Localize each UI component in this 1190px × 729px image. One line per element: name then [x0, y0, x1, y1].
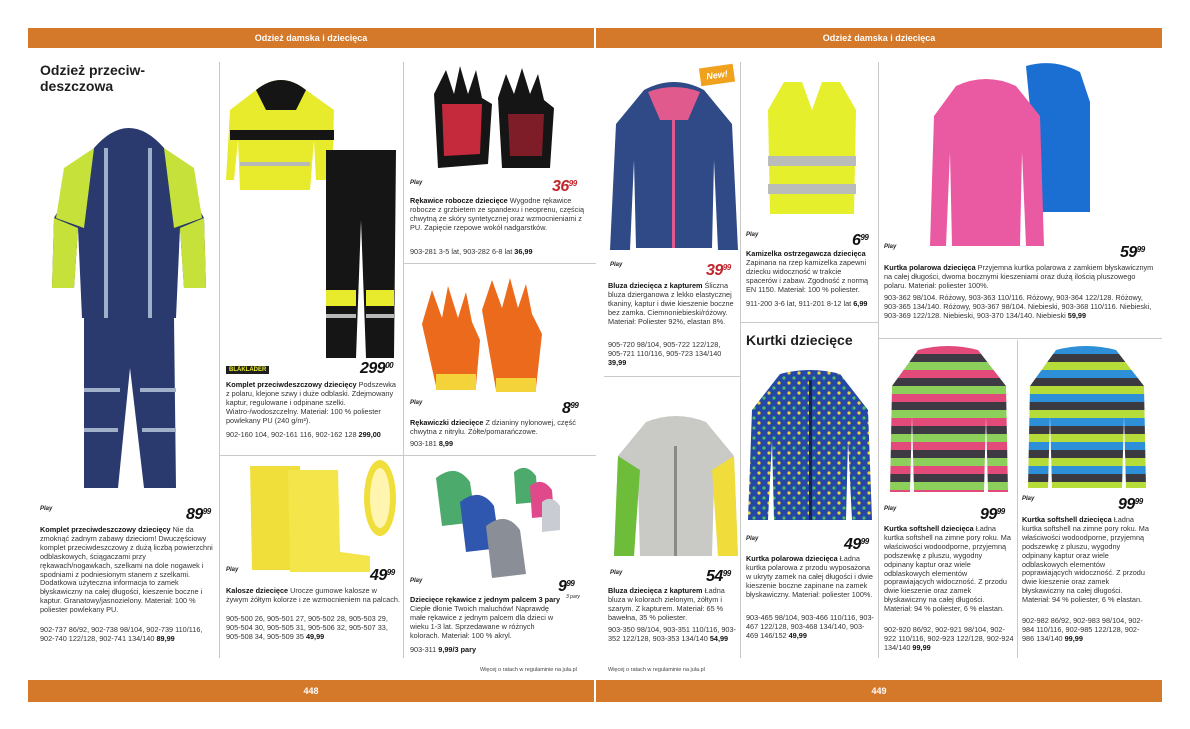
product-text: Nie da zmoknąć żadnym zabawy dzieciom! Dwuczęściowy komplet przeciwdeszczowy z dużą liczbą powierzchni odblaskowych, ściągaczami przy rękawach/nogawkach, szelkami na dole nogawek i spodniami z podniesionym stanem z szelkami. Dodatkowa użyteczna informacja to zamek błyskawiczny na całej długości, kieszenie boczne i kaptur. Granatowy/jasnozielony. Materiał: 100 % poliester powlekany PU.	[40, 525, 213, 615]
product-code-price: 54,99	[709, 633, 729, 643]
price-main: 99	[980, 506, 997, 523]
product-name: Komplet przeciwdeszczowy dziecięcy	[40, 525, 171, 534]
product-text: Zapinana na rzep kamizelka zapewni dziecku widoczność w trakcie spacerów i zabaw. Zgodność z normą EN 1150. Materiał: 100 % poliester.	[746, 257, 869, 294]
product-name: Kurtka softshell dziecięca	[1022, 515, 1112, 524]
section-title-jackets: Kurtki dziecięce	[746, 332, 853, 348]
price-fleece-pink	[1120, 244, 1145, 262]
page-number-left: 448	[303, 686, 319, 696]
product-code-price: 6,99	[853, 299, 868, 308]
row-divider	[403, 455, 596, 456]
play-logo-icon: Play	[410, 578, 423, 584]
price-rain-set	[186, 506, 211, 524]
price-cents: 99	[386, 568, 395, 577]
product-code-price: 49,99	[305, 631, 325, 641]
price-fleece-dots	[844, 536, 869, 554]
product-text: Przyjemna kurtka polarowa z zamkiem błyskawicznym na całej długości, dwoma bocznymi kieszeniami oraz dużą ilością pluszowego polaru. Materiał: poliester 100%.	[884, 263, 1154, 290]
product-code-price: 59,99	[1067, 310, 1087, 320]
product-description	[1022, 516, 1150, 605]
product-name: Kurtka softshell dziecięca	[884, 524, 974, 533]
row-divider	[740, 322, 878, 323]
header-bar-left	[28, 28, 594, 48]
price-main: 39	[706, 262, 723, 279]
play-logo-icon: Play	[610, 262, 623, 268]
product-code-price: 9,99/3 pary	[438, 645, 477, 654]
product-text: Śliczna bluza dzierganowa z lekko elastycznej tkaniny, kaptur i dwie kieszenie boczne bez zamka. Ciemnoniebieski/różowy. Materiał: Poliester 92%, elastan 8%.	[608, 281, 734, 326]
product-text: Urocze gumowe kalosze w żywym żółtym kolorze i ze wzmocnieniem na palcach.	[226, 586, 400, 604]
price-cents: 99	[1136, 245, 1145, 254]
softshell-1-image	[888, 346, 1010, 496]
work-set-image	[226, 70, 398, 358]
footer-bar-right	[596, 680, 1162, 702]
product-codes	[608, 341, 736, 368]
play-logo-icon: Play	[410, 400, 423, 406]
product-code-price: 99,99	[1064, 633, 1083, 643]
column-divider	[219, 62, 220, 658]
column-divider	[1017, 340, 1018, 658]
product-name: Komplet przeciwdeszczowy dziecięcy	[226, 380, 357, 389]
price-cents: 00	[385, 361, 394, 370]
price-main: 6	[852, 232, 861, 249]
column-divider	[740, 62, 741, 658]
header-bar-right	[596, 28, 1162, 48]
price-cents: 99	[722, 263, 731, 272]
play-logo-icon: Play	[746, 232, 759, 238]
work-gloves-image	[426, 64, 560, 176]
price-cents: 99	[1134, 497, 1143, 506]
product-code-list: 911-200 3-6 lat, 911-201 8-12 lat	[746, 299, 852, 308]
boots-image	[240, 458, 400, 576]
price-main: 36	[552, 178, 569, 195]
product-code-price: 89,99	[156, 633, 175, 643]
product-code-list: 902-982 86/92, 902-983 98/104, 902-984 110/116, 902-985 122/128, 902-986 134/140	[1022, 616, 1143, 643]
product-description	[410, 596, 564, 641]
play-logo-icon: Play	[226, 567, 239, 573]
price-cents: 99	[202, 507, 211, 516]
product-name: Bluza dziecięca z kapturem	[608, 586, 703, 595]
price-main: 49	[844, 536, 861, 553]
product-code-list: 902-920 86/92, 902-921 98/104, 902-922 110/116, 902-923 122/128, 902-924 134/140	[884, 625, 1014, 652]
footer-bar-left	[28, 680, 594, 702]
product-description	[410, 197, 590, 233]
play-logo-icon: Play	[884, 506, 897, 512]
price-cents: 99	[568, 179, 577, 188]
product-codes	[746, 614, 874, 641]
price-main: 99	[1118, 496, 1135, 513]
product-code-list: 903-311	[410, 645, 437, 654]
softshell-2-image	[1026, 346, 1148, 492]
price-softshell-1	[980, 506, 1005, 524]
product-code-price: 8,99	[438, 439, 454, 448]
price-cents: 99	[570, 401, 579, 410]
product-code-price: 39,99	[608, 357, 627, 367]
fleece-pink-image	[930, 62, 1090, 248]
price-cents: 99	[860, 537, 869, 546]
brand-logo: BLÅKLÄDER	[226, 366, 269, 374]
price-hoodie-blue	[706, 262, 731, 280]
product-code-price: 299,00	[358, 430, 381, 439]
column-divider	[403, 62, 404, 658]
product-code-list: 903-362 98/104. Różowy, 903-363 110/116. Różowy, 903-364 122/128. Różowy, 903-365 134/140. Różowy, 903-367 98/104. Niebieski, 903-368 110/116. Niebieski, 903-369 122/128. Niebieski, 903-370 134/140. Niebieski	[884, 293, 1152, 320]
play-logo-icon: Play	[1022, 496, 1035, 502]
product-code-list: 903-350 98/104, 903-351 110/116, 903-352 122/128, 903-353 134/140	[608, 625, 736, 643]
product-code-list: 902-160 104, 902-161 116, 902-162 128	[226, 430, 357, 439]
price-main: 59	[1120, 244, 1137, 261]
price-cents: 99	[566, 579, 575, 588]
product-codes	[40, 626, 214, 644]
row-divider	[219, 455, 403, 456]
price-main: 8	[562, 400, 571, 417]
price-hoodie-grey	[706, 568, 731, 586]
product-name: Dziecięce rękawice z jednym palcem 3 pary	[410, 595, 561, 604]
row-divider	[604, 376, 740, 377]
hoodie-blue-image	[608, 80, 740, 256]
play-logo-icon: Play	[610, 570, 623, 576]
price-unit: 3 pary	[566, 594, 580, 600]
product-code-price: 36,99	[514, 247, 533, 256]
product-description	[40, 526, 214, 615]
price-boots	[370, 567, 395, 585]
price-cents: 99	[722, 569, 731, 578]
installments-note: Więcej o ratach w regulaminie na jula.pl	[608, 667, 705, 673]
play-logo-icon: Play	[40, 506, 53, 512]
page-number-right: 449	[871, 686, 887, 696]
price-work-gloves	[552, 178, 577, 196]
play-logo-icon: Play	[410, 180, 423, 186]
product-codes	[410, 248, 590, 257]
product-description	[746, 250, 874, 295]
price-main: 9	[558, 578, 567, 595]
product-description	[608, 282, 736, 327]
product-code-list: 905-720 98/104, 905-722 122/128, 905-721 110/116, 905-723 134/140	[608, 340, 722, 358]
product-codes	[410, 646, 590, 655]
product-name: Kurtka polarowa dziecięca	[884, 263, 976, 272]
row-divider	[878, 338, 1162, 339]
product-name: Kalosze dziecięce	[226, 586, 289, 595]
product-codes	[746, 300, 874, 309]
price-main: 54	[706, 568, 723, 585]
product-text: Ładna kurtka softshell na zimne pory roku. Ma właściwości wodoodporne, przyjemną podszewkę z pluszu, wygodny odpinany kaptur oraz wiele odblaskowych elementów poprawiających widoczność. Z przodu dwie kieszenie oraz zamek błyskawiczny na całej długości. Materiał: 94 % poliester, 6 % elastan.	[884, 524, 1011, 614]
installments-note: Więcej o ratach w regulaminie na jula.pl	[480, 667, 577, 673]
rain-set-image	[44, 108, 214, 500]
product-text: Wygodne rękawice robocze z grzbietem ze spandexu i neoprenu, częścią chwytną ze skóry syntetycznej oraz wzmocnieniami z PU. Zapięcie rzepowe wokół nadgarstków.	[410, 196, 585, 232]
price-cents: 99	[860, 233, 869, 242]
product-code-price: 99,99	[912, 642, 931, 652]
product-code-price: 49,99	[788, 630, 807, 640]
product-name: Rękawiczki dziecięce	[410, 418, 484, 427]
header-left-text: Odzież damska i dziecięca	[254, 33, 368, 43]
fleece-dots-image	[746, 370, 874, 526]
price-main: 299	[360, 360, 386, 377]
kid-gloves-image	[412, 274, 548, 402]
product-description	[884, 525, 1012, 614]
product-description	[884, 264, 1154, 291]
product-name: Bluza dziecięca z kapturem	[608, 281, 703, 290]
row-divider	[403, 263, 596, 264]
price-vest	[852, 232, 868, 250]
product-text: Podszewka z polaru, klejone szwy i duże odblaski. Zdejmowany kaptur, regulowane i odpinane szelki. Wiatro-/wodoszczelny. Materiał: 100 % poliester powlekany PU (240 g/m²).	[226, 380, 396, 425]
product-codes	[226, 431, 400, 440]
price-main: 89	[186, 506, 203, 523]
product-name: Rękawice robocze dziecięce	[410, 196, 508, 205]
product-description	[746, 555, 874, 600]
product-codes	[410, 440, 590, 449]
price-cents: 99	[996, 507, 1005, 516]
mittens-image	[430, 462, 562, 594]
price-softshell-2	[1118, 496, 1143, 514]
product-text: Ładna kurtka polarowa z przodu wyposażona w ukryty zamek na całej długości i dwie kieszenie boczne zapinane na zamek błyskawiczny. Materiał: poliester 100%.	[746, 554, 873, 599]
product-text: Ładna bluza w kolorach zielonym, żółtym i szarym. Z kapturem. Materiał: 65 % bawełna, 35 % poliester.	[608, 586, 725, 622]
product-codes	[884, 294, 1154, 321]
product-text: Z dzianiny nylonowej, część chwytna z nitrylu. Żółte/pomarańczowe.	[410, 418, 576, 436]
product-code-list: 902-737 86/92, 902-738 98/104, 902-739 110/116, 902-740 122/128, 902-741 134/140	[40, 625, 203, 643]
column-divider	[878, 62, 879, 658]
product-description	[410, 419, 590, 437]
product-codes	[884, 626, 1014, 653]
product-code-list: 905-500 26, 905-501 27, 905-502 28, 905-503 29, 905-504 30, 905-505 31, 905-506 32, 905-507 33, 905-508 34, 905-509 35	[226, 614, 388, 641]
product-description	[608, 587, 736, 623]
product-code-list: 903-281 3-5 lat, 903-282 6-8 lat	[410, 247, 513, 256]
section-title-raincoats: Odzież przeciw- deszczowa	[40, 62, 146, 94]
product-code-list: 903-465 98/104, 903-466 110/116, 903-467 122/128, 903-468 134/140, 903-469 146/152	[746, 613, 874, 640]
hoodie-grey-image	[610, 416, 740, 564]
product-code-list: 903-181	[410, 439, 437, 448]
header-right-text: Odzież damska i dziecięca	[822, 33, 936, 43]
price-kid-gloves	[562, 400, 578, 418]
play-logo-icon: Play	[746, 536, 759, 542]
product-codes	[226, 615, 400, 642]
product-codes	[1022, 617, 1150, 644]
product-description	[226, 587, 400, 605]
product-text: Ładna kurtka softshell na zimne pory roku. Ma właściwości wodoodporne, przyjemną podszewkę z pluszu, wygodny odpinany kaptur oraz wiele odblaskowych elementów poprawiających widoczność. Z przodu dwie kieszenie oraz zamek błyskawiczny na całej długości. Materiał: 94 % poliester, 6 % elastan.	[1022, 515, 1149, 605]
vest-image	[764, 80, 860, 216]
new-badge: New!	[699, 64, 735, 87]
product-name: Kurtka polarowa dziecięca	[746, 554, 838, 563]
product-description	[226, 381, 400, 426]
price-work-set	[360, 360, 393, 378]
price-main: 49	[370, 567, 387, 584]
product-text: Ciepłe dłonie Twoich maluchów! Naprawdę małe rękawice z jednym palcem dla dzieci w wieku 1-3 lat. Sprzedawane w różnych kolorach. Materiał: 100 % akryl.	[410, 603, 554, 640]
play-logo-icon: Play	[884, 244, 897, 250]
product-codes	[608, 626, 736, 644]
product-name: Kamizelka ostrzegawcza dziecięca	[746, 249, 866, 258]
